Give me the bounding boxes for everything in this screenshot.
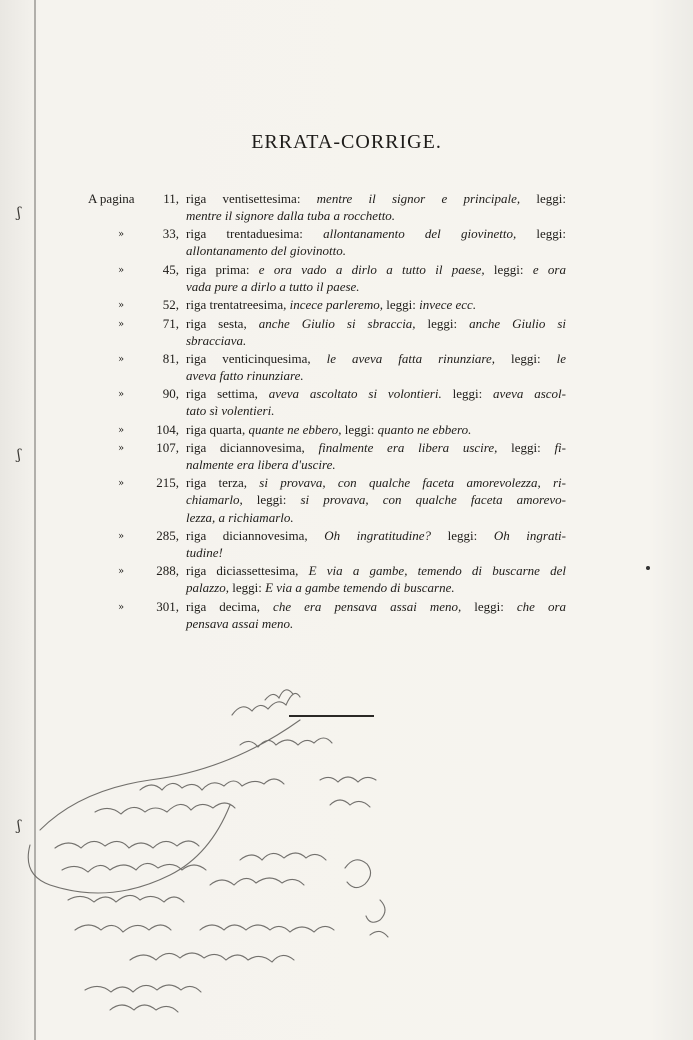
italic-text: Oh ingrati- xyxy=(493,527,566,543)
roman-text: riga quarta, xyxy=(186,421,249,437)
page-number: 45, xyxy=(162,261,179,277)
roman-text: riga trentatreesima, xyxy=(186,297,290,313)
roman-text: leggi: xyxy=(415,315,470,331)
ditto-mark: » xyxy=(118,478,125,490)
italic-text: aveva ascoltato si volontieri. xyxy=(268,386,442,402)
ditto-mark: » xyxy=(118,530,125,542)
italic-text: aveva fatto rinunziare. xyxy=(186,367,304,383)
roman-text: riga ventisettesima: xyxy=(186,191,317,206)
page-number: 52, xyxy=(162,297,179,313)
italic-text: tudine! xyxy=(186,544,223,560)
roman-text: leggi: xyxy=(382,297,420,313)
italic-text: allontanamento del giovinetto, xyxy=(323,226,517,242)
page-number: 11, xyxy=(163,191,179,206)
italic-text: e ora vado a dirlo a tutto il paese, xyxy=(258,261,485,277)
roman-text: riga settima, xyxy=(186,386,269,402)
ditto-mark: » xyxy=(118,566,125,578)
italic-text: nalmente era libera d'uscire. xyxy=(186,457,336,473)
roman-text: leggi: xyxy=(461,598,517,614)
italic-text: anche Giulio si xyxy=(469,315,567,331)
italic-text: quante ne ebbero, xyxy=(248,421,342,437)
page-number: 301, xyxy=(156,598,179,614)
ditto-mark: » xyxy=(118,424,125,436)
page-number: 285, xyxy=(156,527,179,543)
italic-text: finalmente era libera uscire, xyxy=(318,440,498,455)
italic-text: anche Giulio si sbraccia, xyxy=(258,315,416,331)
italic-text: palazzo, xyxy=(186,580,229,596)
roman-text: riga sesta, xyxy=(186,315,259,331)
italic-text: che era pensava assai meno, xyxy=(273,598,462,614)
ditto-mark: » xyxy=(118,300,125,312)
page-number: 104, xyxy=(156,421,179,437)
roman-text: riga venticinquesima, xyxy=(186,350,327,366)
italic-text: che ora xyxy=(516,598,567,614)
roman-text: leggi: xyxy=(484,261,533,277)
page-number: 90, xyxy=(162,386,179,402)
margin-mark: ʃ xyxy=(17,205,21,221)
page-number: 215, xyxy=(156,475,179,491)
ditto-mark: » xyxy=(118,601,125,613)
page-number: 81, xyxy=(162,350,179,366)
italic-text: lezza, a richiamarlo. xyxy=(186,509,294,525)
roman-text: leggi: xyxy=(242,492,301,508)
italic-text: sbracciava. xyxy=(186,332,247,348)
roman-text: leggi: xyxy=(495,350,557,366)
italic-text: e ora xyxy=(532,261,566,277)
italic-text: E via a gambe temendo di buscarne. xyxy=(265,580,455,596)
roman-text: leggi: xyxy=(520,191,566,206)
italic-text: mentre il signor e principale, xyxy=(316,191,521,206)
page-number: 107, xyxy=(156,440,179,455)
roman-text: leggi: xyxy=(431,527,494,543)
italic-text: si provava, con qualche faceta amorevolezza, ri- xyxy=(259,475,566,491)
ditto-mark: » xyxy=(118,229,125,241)
roman-text: riga trentaduesima: xyxy=(186,226,324,242)
italic-text: incece parleremo, xyxy=(289,297,383,313)
roman-text: leggi: xyxy=(341,421,378,437)
italic-text: quanto ne ebbero. xyxy=(377,421,472,437)
italic-text: E via a gambe, temendo di buscarne del xyxy=(308,563,566,579)
italic-text: allontanamento del giovinotto. xyxy=(186,243,346,259)
roman-text: riga prima: xyxy=(186,261,259,277)
page-number: 288, xyxy=(156,563,179,579)
italic-text: aveva ascol- xyxy=(493,386,566,402)
italic-text: pensava assai meno. xyxy=(186,615,294,631)
page-number: 33, xyxy=(162,226,179,242)
italic-text: invece ecc. xyxy=(419,297,477,313)
roman-text: leggi: xyxy=(516,226,566,242)
italic-text: vada pure a dirlo a tutto il paese. xyxy=(186,278,360,294)
ditto-mark: » xyxy=(118,389,125,401)
ditto-mark: » xyxy=(118,443,125,454)
ditto-mark: » xyxy=(118,353,125,365)
roman-text: riga diciannovesima, xyxy=(186,440,319,455)
margin-mark: ʃ xyxy=(17,818,21,834)
roman-text: riga terza, xyxy=(186,475,260,491)
italic-text: le aveva fatta rinunziare, xyxy=(326,350,496,366)
italic-text: si provava, con qualche faceta amorevo- xyxy=(300,492,567,508)
roman-text: riga diciannovesima, xyxy=(186,527,325,543)
ditto-mark: » xyxy=(118,318,125,330)
italic-text: tato sì volentieri. xyxy=(186,403,275,419)
roman-text: riga diciassettesima, xyxy=(186,563,309,579)
italic-text: chiamarlo, xyxy=(186,492,243,508)
page-number: 71, xyxy=(162,315,179,331)
ditto-mark: » xyxy=(118,264,125,276)
margin-mark: ʃ xyxy=(17,447,21,463)
roman-text: leggi: xyxy=(497,440,555,455)
italic-text: fi- xyxy=(554,440,566,455)
roman-text: leggi: xyxy=(228,580,266,596)
roman-text: leggi: xyxy=(441,386,494,402)
page-prefix: A pagina xyxy=(88,191,135,206)
page-title: ERRATA-CORRIGE. xyxy=(251,131,442,153)
italic-text: Oh ingratitudine? xyxy=(324,527,432,543)
roman-text: riga decima, xyxy=(186,598,274,614)
italic-text: le xyxy=(556,350,566,366)
italic-text: mentre il signore dalla tuba a rocchetto. xyxy=(186,208,396,224)
